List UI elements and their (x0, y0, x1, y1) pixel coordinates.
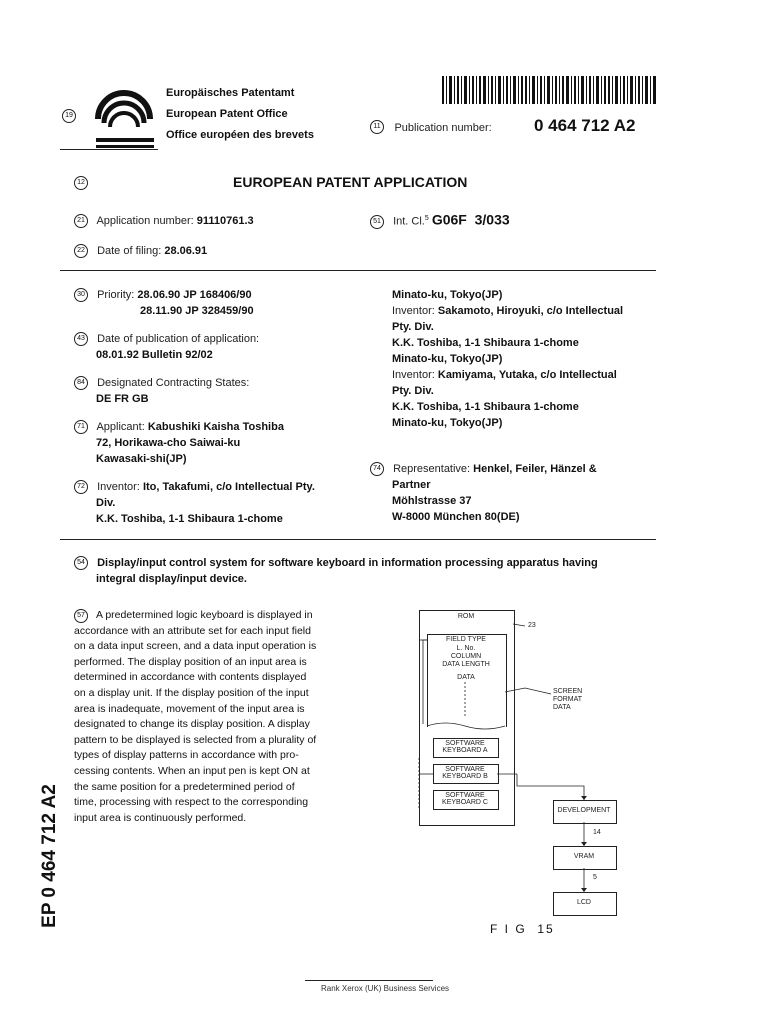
inventor-3-line-3: K.K. Toshiba, 1-1 Shibaura 1-chome (392, 401, 579, 413)
abstract-line: pattern to be displayed is selected from a plurality of (74, 733, 317, 746)
priority-line-2: 28.11.90 JP 328459/90 (140, 305, 254, 317)
abstract-line: on a display unit. If the display position of the input (74, 686, 309, 699)
inid-43: 43 (74, 332, 88, 346)
ref-5: 5 (593, 874, 597, 881)
ref-23-leader (513, 624, 525, 626)
inid-54: 54 (74, 556, 88, 570)
inid-72: 72 (74, 480, 88, 494)
int-cl-edition: 5 (424, 215, 429, 222)
inventor-line-1: Ito, Takafumi, c/o Intellectual Pty. (142, 481, 315, 493)
abstract-line: designated to change its display position. A display (74, 718, 310, 731)
software-keyboard-b-line-1: SOFTWARE (445, 766, 485, 773)
abstract-line: cessing contents. When an input pen is kept ON at (74, 764, 310, 777)
inventor-2-line-4: Minato-ku, Tokyo(JP) (392, 353, 503, 365)
inventor-2-label: Inventor: (392, 305, 435, 317)
abstract-line: area is inadequate, movement of the input area is (74, 702, 305, 715)
ref-14: 14 (593, 829, 601, 836)
inventor-row (74, 479, 364, 495)
barcode (442, 76, 656, 104)
applicant-row (74, 419, 364, 435)
inventor-3-line-1: Kamiyama, Yutaka, c/o Intellectual (437, 369, 617, 381)
office-name-fr: Office européen des brevets (166, 129, 314, 141)
inid-21: 21 (74, 214, 88, 228)
inid-12: 12 (74, 176, 88, 190)
figure-15 (405, 610, 625, 940)
inid-19: 19 (62, 109, 76, 123)
inventor-2-line-1: Sakamoto, Hiroyuki, c/o Intellectual (437, 305, 624, 317)
inventor-line-2: Div. (96, 497, 116, 509)
abstract-line: the same position for a predetermined period of (74, 780, 295, 793)
filing-date-label: Date of filing: (97, 245, 162, 257)
application-number-row (74, 213, 254, 229)
inid-11: 11 (370, 120, 384, 134)
inid-22: 22 (74, 244, 88, 258)
representative-line-3: Möhlstrasse 37 (392, 495, 472, 507)
filing-date-row (74, 243, 207, 259)
office-name-en: European Patent Office (166, 108, 288, 120)
inid-74: 74 (370, 462, 384, 476)
rom-label: ROM (457, 613, 475, 620)
invention-title-line-2: integral display/input device. (96, 573, 247, 585)
screen-label: SCREEN (553, 688, 583, 695)
int-cl-label: Int. Cl. (393, 215, 425, 228)
abstract-line: types of display patterns in accordance with pro- (74, 749, 299, 762)
designated-states-label: Designated Contracting States: (97, 377, 250, 389)
data-label-2: DATA (553, 704, 571, 711)
data-length-label: DATA LENGTH (442, 661, 490, 668)
section-rule-bottom (60, 539, 656, 540)
ref-23: 23 (528, 622, 536, 629)
abstract-line: input area is continuously performed. (74, 811, 247, 824)
designated-states-row (74, 375, 364, 391)
abstract-line: performed. The display position of an input area is (74, 655, 307, 668)
inventor-line-3: K.K. Toshiba, 1-1 Shibaura 1-chome (96, 513, 283, 525)
inid-57: 57 (74, 609, 88, 623)
footer-text: Rank Xerox (UK) Business Services (320, 984, 450, 993)
inventor-2-row (370, 303, 660, 319)
abstract-line: A predetermined logic keyboard is displayed in (96, 609, 313, 621)
publication-number: 0 464 712 A2 (534, 116, 636, 135)
document-type-title: EUROPEAN PATENT APPLICATION (233, 174, 468, 190)
publication-number-block (370, 118, 660, 140)
invention-title (74, 555, 674, 587)
applicant-line-2: 72, Horikawa-cho Saiwai-ku (96, 437, 241, 449)
section-rule-top (60, 270, 656, 271)
column-label: COLUMN (450, 653, 482, 660)
applicant-line-3: Kawasaki-shi(JP) (96, 453, 187, 465)
int-cl-value: G06F 3/033 (431, 211, 510, 228)
abstract (74, 608, 349, 826)
inventor-3-line-4: Minato-ku, Tokyo(JP) (392, 417, 503, 429)
priority-label: Priority: (97, 289, 135, 301)
epo-logo-icon (90, 83, 160, 153)
inventor-label: Inventor: (97, 481, 140, 493)
priority-line-1: 28.06.90 JP 168406/90 (137, 289, 252, 301)
inventor-3-line-2: Pty. Div. (392, 385, 434, 397)
inid-71: 71 (74, 420, 88, 434)
publication-label: Publication number: (394, 122, 492, 134)
line-no-label: L. No. (456, 645, 476, 652)
applicant-label: Applicant: (96, 421, 145, 433)
filing-date-value: 28.06.91 (164, 245, 208, 257)
representative-label: Representative: (393, 463, 471, 475)
screen-format-break (427, 723, 505, 729)
footer-rule (305, 980, 433, 981)
invention-title-line-1-row (74, 555, 674, 571)
representative-line-2: Partner (392, 479, 431, 491)
figure-connectors (405, 610, 625, 940)
inventor-2-line-3: K.K. Toshiba, 1-1 Shibaura 1-chome (392, 337, 579, 349)
representative-row (370, 461, 660, 477)
data-label: DATA (457, 674, 475, 681)
software-keyboard-b-line-2: KEYBOARD B (442, 773, 488, 780)
office-name-de: Europäisches Patentamt (166, 87, 295, 99)
invention-title-line-1: Display/input control system for software keyboard in information processing apparatus having (97, 557, 598, 569)
format-label: FORMAT (553, 696, 583, 703)
software-keyboard-a-line-1: SOFTWARE (445, 740, 485, 747)
int-cl-row (370, 211, 510, 230)
publication-date-label: Date of publication of application: (97, 333, 260, 345)
publication-date-row (74, 331, 364, 347)
publication-date-value: 08.01.92 Bulletin 92/02 (96, 349, 213, 361)
vram-to-lcd-arrowhead (581, 888, 587, 892)
field-type-label: FIELD TYPE (446, 636, 486, 643)
inventor-3-label: Inventor: (392, 369, 435, 381)
inid-84: 84 (74, 376, 88, 390)
abstract-line: on a data input screen, and a data input operation is (74, 640, 317, 653)
software-keyboard-c-line-2: KEYBOARD C (442, 799, 488, 806)
header-left-rule (60, 149, 158, 150)
inid-30: 30 (74, 288, 88, 302)
development-to-vram-arrowhead (581, 842, 587, 846)
development-label: DEVELOPMENT (557, 807, 611, 814)
figure-caption: F I G 15 (490, 922, 555, 936)
field-type-leader (423, 640, 427, 724)
software-keyboard-a-line-2: KEYBOARD A (442, 747, 488, 754)
inventor-2-line-2: Pty. Div. (392, 321, 434, 333)
vram-label: VRAM (573, 853, 595, 860)
designated-states-value: DE FR GB (96, 393, 149, 405)
lcd-label: LCD (576, 899, 591, 906)
abstract-line: accordance with an attribute set for each input field (74, 624, 311, 637)
representative-line-1: Henkel, Feiler, Hänzel & (473, 463, 597, 475)
application-number-label: Application number: (96, 215, 194, 227)
priority-row (74, 287, 364, 303)
inventor-1-city: Minato-ku, Tokyo(JP) (392, 289, 503, 301)
keyboard-b-to-development (517, 774, 584, 800)
spine-publication-number: EP 0 464 712 A2 (39, 784, 60, 928)
inventor-3-row (370, 367, 660, 383)
inid-51: 51 (370, 215, 384, 229)
left-column (74, 287, 364, 527)
abstract-line: time, processing with respect to the corresponding (74, 796, 309, 809)
application-number-value: 91110761.3 (196, 215, 254, 227)
screen-format-leader (505, 688, 551, 694)
right-column (370, 287, 660, 525)
keyboard-b-to-development-arrowhead (581, 796, 587, 800)
software-keyboard-c-line-1: SOFTWARE (445, 792, 485, 799)
representative-line-4: W-8000 München 80(DE) (392, 511, 520, 523)
applicant-line-1: Kabushiki Kaisha Toshiba (147, 421, 284, 433)
abstract-line: determined in accordance with contents displayed (74, 671, 307, 684)
